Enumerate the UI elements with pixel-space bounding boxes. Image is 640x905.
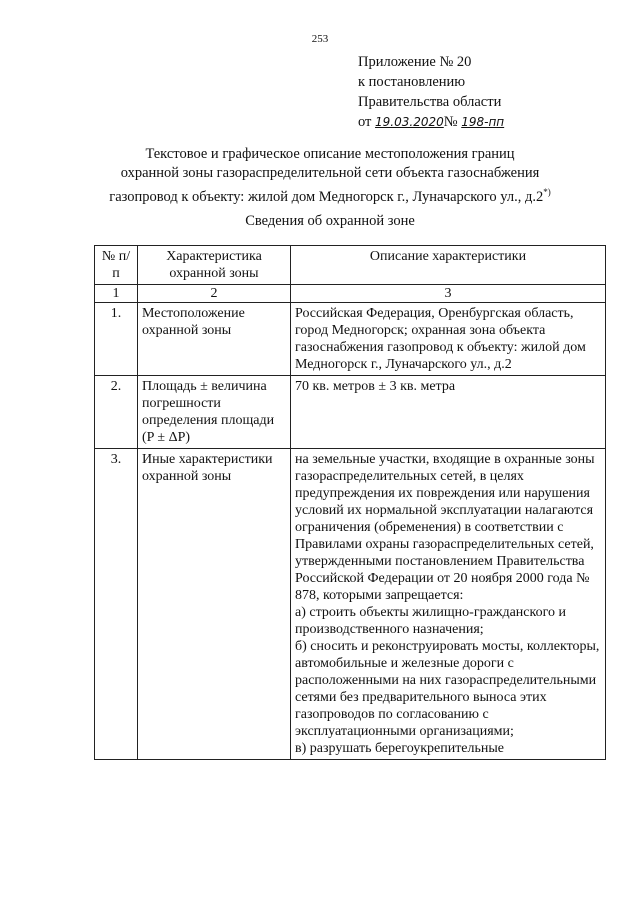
from-label: от	[358, 114, 372, 130]
row-description	[291, 376, 606, 449]
appendix-block	[358, 52, 504, 132]
header-description: Описание характеристики	[291, 246, 606, 285]
title-line-1: Текстовое и графическое описание местоположения границ	[145, 146, 515, 162]
row-number: 2.	[95, 376, 138, 449]
zone-table	[94, 245, 606, 760]
page-number: 253	[311, 33, 329, 45]
section-heading: Сведения об охранной зоне	[245, 213, 415, 229]
column-number-2: 2	[138, 285, 291, 303]
description-paragraph: в) разрушать берегоукрепительные	[295, 741, 505, 756]
header-number: № п/п	[95, 246, 138, 285]
description-paragraph: б) сносить и реконструировать мосты, коллекторы, автомобильные и железные дороги с расположенными на них газораспределительными сетями без предварительного выноса этих газопроводов по согласованию с эксплуатационными организациями;	[295, 639, 600, 739]
appendix-line-1: Приложение № 20	[358, 54, 472, 70]
description-paragraph: 70 кв. метров ± 3 кв. метра	[295, 379, 456, 394]
appendix-date-line	[358, 112, 504, 132]
table-row	[95, 376, 606, 449]
row-number: 3.	[95, 449, 138, 760]
description-paragraph: Российская Федерация, Оренбургская область, город Медногорск; охранная зона объекта газоснабжения газопровод к объекту: жилой дом Медногорск г., Луначарского ул., д.2	[295, 306, 586, 372]
title-line-2: охранной зоны газораспределительной сети объекта газоснабжения	[120, 165, 540, 181]
row-description	[291, 303, 606, 376]
table-row	[95, 303, 606, 376]
table-column-numbers-row	[95, 285, 606, 303]
column-number-1: 1	[95, 285, 138, 303]
title-line-3	[80, 183, 580, 207]
number-label: №	[443, 114, 458, 130]
appendix-line-3: Правительства области	[358, 94, 502, 110]
row-characteristic: Иные характеристики охранной зоны	[138, 449, 291, 760]
header-characteristic: Характеристика охранной зоны	[138, 246, 291, 285]
table-row	[95, 449, 606, 760]
row-characteristic: Площадь ± величина погрешности определения площади (P ± ΔP)	[138, 376, 291, 449]
handwritten-date: 19.03.2020	[375, 115, 444, 129]
row-characteristic: Местоположение охранной зоны	[138, 303, 291, 376]
appendix-line-2: к постановлению	[358, 74, 466, 90]
document-title	[80, 145, 580, 207]
table-header-row	[95, 246, 606, 285]
title-line-3-text: газопровод к объекту: жилой дом Медногорск г., Луначарского ул., д.2	[109, 188, 544, 205]
footnote-mark: *)	[543, 187, 551, 197]
handwritten-number: 198-пп	[461, 115, 505, 129]
row-number: 1.	[95, 303, 138, 376]
column-number-3: 3	[291, 285, 606, 303]
row-description	[291, 449, 606, 760]
description-paragraph: на земельные участки, входящие в охранные зоны газораспределительных сетей, в целях предупреждения их повреждения или нарушения условий их нормальной эксплуатации налагаются ограничения (обременения) в соответствии с Правилами охраны газораспределительных сетей, утвержденными постановлением Правительства Российской Федерации от 20 ноября 2000 года № 878, которыми запрещается:	[295, 452, 595, 603]
description-paragraph: а) строить объекты жилищно-гражданского и производственного назначения;	[295, 605, 566, 637]
